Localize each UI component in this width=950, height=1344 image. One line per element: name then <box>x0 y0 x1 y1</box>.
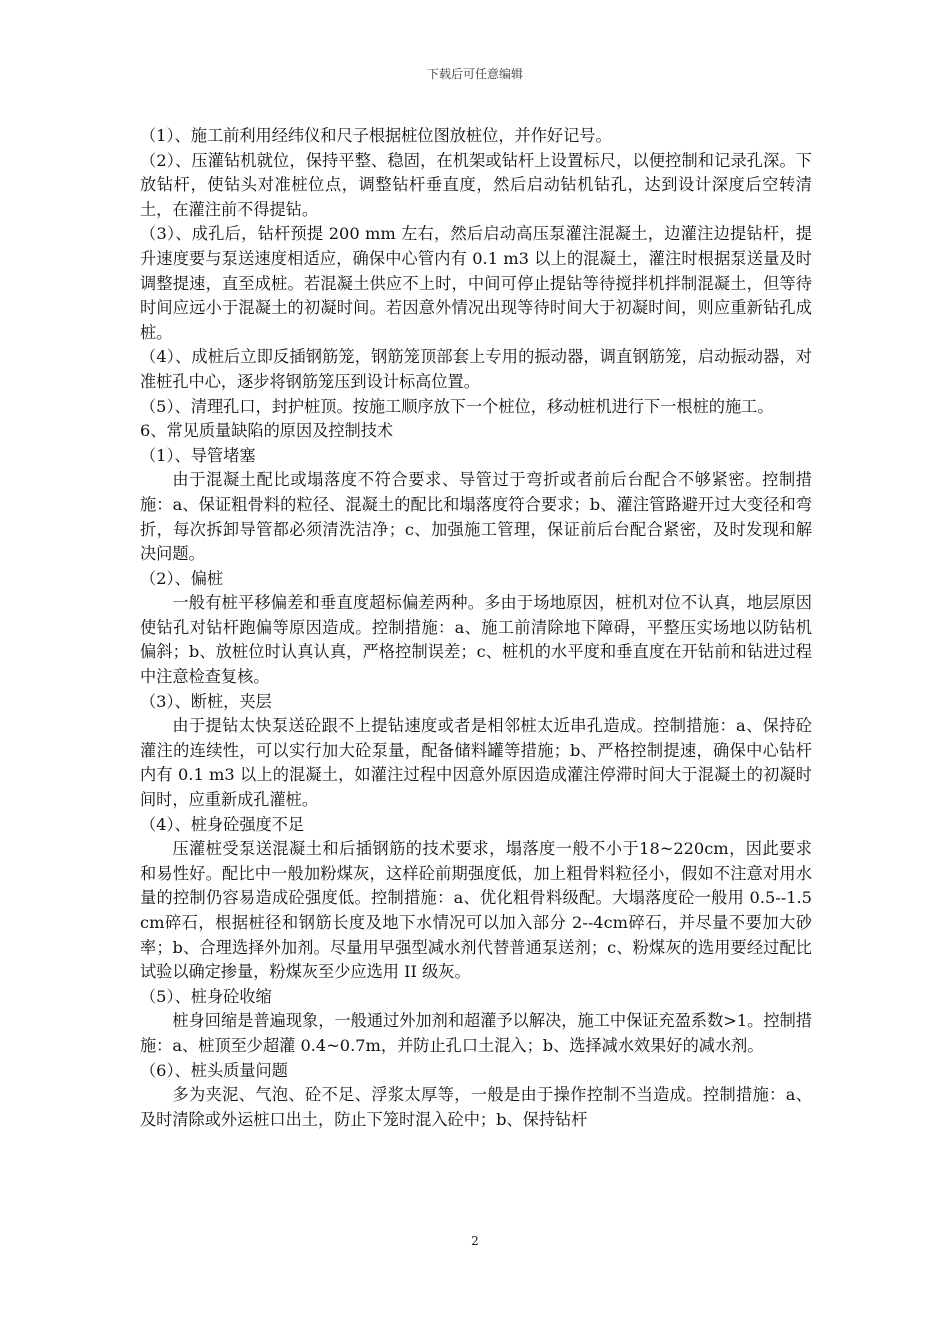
paragraph-step-4: （4）、成桩后立即反插钢筋笼，钢筋笼顶部套上专用的振动器，调直钢筋笼，启动振动器，对准桩孔中心，逐步将钢筋笼压到设计标高位置。 <box>140 347 812 391</box>
subheading-pile-head: （6）、桩头质量问题 <box>140 1060 288 1080</box>
paragraph-shrinkage: 桩身回缩是普遍现象，一般通过外加剂和超灌予以解决，施工中保证充盈系数>1。控制措施：a、桩顶至少超灌 0.4~0.7m，并防止孔口土混入；b、选择减水效果好的减水剂。 <box>140 1011 812 1055</box>
page-number: 2 <box>471 1234 479 1248</box>
paragraph-broken-pile: 由于提钻太快泵送砼跟不上提钻速度或者是相邻桩太近串孔造成。控制措施：a、保持砼灌注的连续性，可以实行加大砼泵量，配备储料罐等措施；b、严格控制提速，确保中心钻杆内有 0.1 m3 以上的混凝土，如灌注过程中因意外原因造成灌注停滞时间大于混凝土的初凝时间时，应重新成孔灌桩。 <box>140 716 812 810</box>
paragraph-step-1: （1）、施工前利用经纬仪和尺子根据桩位图放桩位，并作好记号。 <box>140 126 612 145</box>
paragraph-step-3: （3）、成孔后，钻杆预提 200 mm 左右，然后启动高压泵灌注混凝土，边灌注边提钻杆，提升速度要与泵送速度相适应，确保中心管内有 0.1 m3 以上的混凝土，灌注时根据泵送量及时调整提速，直至成桩。若混凝土供应不上时，中间可停止提钻等待搅拌机拌制混凝土，但等待时间应远小于混凝土的初凝时间。若因意外情况出现等待时间大于初凝时间，则应重新钻孔成桩。 <box>140 224 812 342</box>
paragraph-strength-deficiency: 压灌桩受泵送混凝土和后插钢筋的技术要求，塌落度一般不小于18~220cm，因此要求和易性好。配比中一般加粉煤灰，这样砼前期强度低，加上粗骨料粒径小，假如不注意对用水量的控制仍容易造成砼强度低。控制措施：a、优化粗骨料级配。大塌落度砼一般用 0.5--1.5 cm碎石，根据桩径和钢筋长度及地下水情况可以加入部分 2--4cm碎石，并尽量不要加大砂率；b、合理选择外加剂。尽量用早强型减水剂代替普通泵送剂；c、粉煤灰的选用要经过配比试验以确定掺量，粉煤灰至少应选用 II 级灰。 <box>140 839 812 982</box>
paragraph-pile-deviation: 一般有桩平移偏差和垂直度超标偏差两种。多由于场地原因，桩机对位不认真，地层原因使钻孔对钻杆跑偏等原因造成。控制措施：a、施工前清除地下障碍，平整压实场地以防钻机偏斜；b、放桩位时认真认真，严格控制误差；c、桩机的水平度和垂直度在开钻前和钻进过程中注意检查复核。 <box>140 593 812 687</box>
document-body <box>140 124 812 1132</box>
paragraph-pile-head: 多为夹泥、气泡、砼不足、浮浆太厚等，一般是由于操作控制不当造成。控制措施：a、及时清除或外运桩口出土，防止下笼时混入砼中；b、保持钻杆 <box>140 1085 812 1129</box>
subheading-strength-deficiency: （4）、桩身砼强度不足 <box>140 814 305 834</box>
paragraph-step-2: （2）、压灌钻机就位，保持平整、稳固，在机架或钻杆上设置标尺，以便控制和记录孔深。下放钻杆，使钻头对准桩位点，调整钻杆垂直度，然后启动钻机钻孔，达到设计深度后空转清土，在灌注前不得提钻。 <box>140 150 812 219</box>
page-header: 下载后可任意编辑 <box>426 67 523 81</box>
section-heading-6: 6、常见质量缺陷的原因及控制技术 <box>140 421 394 441</box>
paragraph-pipe-blockage: 由于混凝土配比或塌落度不符合要求、导管过于弯折或者前后台配合不够紧密。控制措施：a、保证粗骨料的粒径、混凝土的配比和塌落度符合要求；b、灌注管路避开过大变径和弯折，每次拆卸导管都必须清洗洁净；c、加强施工管理，保证前后台配合紧密，及时发现和解决问题。 <box>140 470 812 564</box>
subheading-broken-pile: （3）、断桩，夹层 <box>140 691 272 711</box>
subheading-shrinkage: （5）、桩身砼收缩 <box>140 986 272 1006</box>
paragraph-step-5: （5）、清理孔口，封护桩顶。按施工顺序放下一个桩位，移动桩机进行下一根桩的施工。 <box>140 396 774 416</box>
subheading-pile-deviation: （2）、偏桩 <box>140 568 224 588</box>
subheading-pipe-blockage: （1）、导管堵塞 <box>140 445 256 465</box>
